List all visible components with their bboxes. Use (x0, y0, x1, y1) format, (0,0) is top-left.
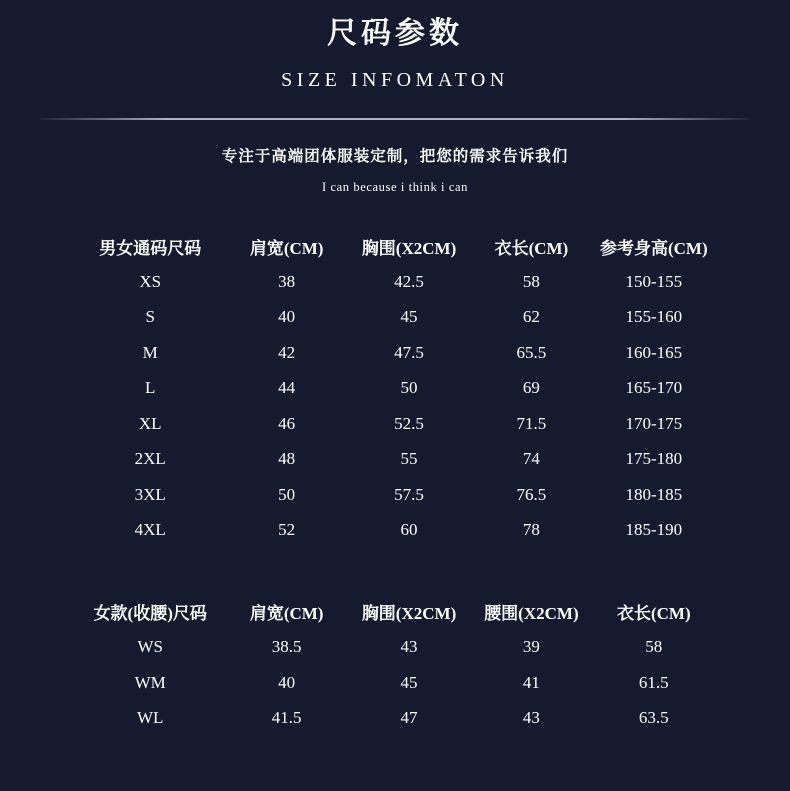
cell-height: 180-185 (625, 484, 683, 504)
cell-length: 62 (522, 307, 540, 327)
cell-shoulder: 52 (278, 520, 296, 540)
cell-bust: 55 (400, 449, 418, 469)
table-row (75, 701, 715, 737)
table-header-row (75, 594, 715, 630)
cell-bust: 45 (400, 672, 418, 692)
table-row (75, 406, 715, 442)
cell-height: 170-175 (625, 413, 683, 433)
cell-length: 58 (645, 637, 663, 657)
page-subtitle-en: SIZE INFOMATON (281, 68, 509, 91)
table-row (75, 442, 715, 478)
table-row (75, 264, 715, 300)
cell-height: 185-190 (625, 520, 683, 540)
table-row (75, 300, 715, 336)
cell-bust: 47 (400, 708, 418, 728)
cell-length: 61.5 (638, 672, 669, 692)
cell-height: 175-180 (625, 449, 683, 469)
cell-length: 63.5 (638, 708, 669, 728)
size-label: L (145, 378, 156, 398)
size-label: S (145, 307, 155, 327)
cell-shoulder: 41.5 (271, 708, 302, 728)
cell-length: 76.5 (516, 484, 547, 504)
cell-height: 165-170 (625, 378, 683, 398)
size-label: WL (137, 708, 164, 728)
table-row (75, 665, 715, 701)
column-header-height: 参考身高(CM) (599, 238, 708, 258)
cell-waist: 43 (522, 708, 540, 728)
table-row (75, 477, 715, 513)
column-header-shoulder: 肩宽(CM) (249, 604, 324, 624)
cell-bust: 52.5 (394, 413, 424, 433)
header-divider (40, 118, 750, 120)
size-label: WS (137, 637, 163, 657)
column-header-bust: 胸围(X2CM) (361, 604, 457, 624)
unisex-table-label: 男女通码尺码 (99, 238, 202, 258)
size-label: WM (134, 672, 166, 692)
tagline-en: I can because i think i can (321, 179, 468, 194)
cell-shoulder: 38 (278, 271, 296, 291)
cell-length: 58 (522, 271, 540, 291)
page-title: 尺码参数 (327, 16, 463, 51)
cell-length: 65.5 (516, 342, 547, 362)
unisex-size-table (75, 229, 715, 549)
women-table-label: 女款(收腰)尺码 (93, 604, 207, 624)
cell-bust: 42.5 (394, 271, 424, 291)
column-header-waist: 腰围(X2CM) (484, 604, 579, 624)
page-header (0, 0, 790, 92)
cell-length: 69 (522, 378, 540, 398)
table-row (75, 371, 715, 407)
cell-length: 78 (522, 520, 540, 540)
cell-shoulder: 40 (278, 307, 296, 327)
cell-height: 160-165 (625, 342, 683, 362)
column-header-length: 衣长(CM) (494, 238, 569, 258)
cell-length: 71.5 (516, 413, 547, 433)
size-label: 3XL (134, 484, 166, 504)
cell-waist: 41 (522, 672, 540, 692)
size-label: XS (139, 271, 162, 291)
cell-shoulder: 42 (278, 342, 296, 362)
cell-bust: 57.5 (394, 484, 424, 504)
cell-height: 155-160 (625, 307, 683, 327)
table-row (75, 630, 715, 666)
cell-length: 74 (522, 449, 540, 469)
cell-bust: 50 (400, 378, 418, 398)
size-label: 4XL (134, 520, 166, 540)
cell-shoulder: 46 (278, 413, 296, 433)
cell-shoulder: 38.5 (271, 637, 302, 657)
size-label: 2XL (134, 449, 166, 469)
column-header-bust: 胸围(X2CM) (361, 238, 457, 258)
tagline-cn: 专注于高端团体服装定制，把您的需求告诉我们 (221, 145, 569, 165)
size-label: M (142, 342, 158, 362)
women-size-table (75, 594, 715, 736)
cell-height: 150-155 (625, 271, 683, 291)
cell-bust: 43 (400, 637, 418, 657)
size-label: XL (138, 413, 162, 433)
cell-bust: 60 (400, 520, 418, 540)
table-row (75, 513, 715, 549)
cell-shoulder: 50 (278, 484, 296, 504)
column-header-shoulder: 肩宽(CM) (249, 238, 324, 258)
cell-shoulder: 48 (278, 449, 296, 469)
cell-shoulder: 44 (278, 378, 296, 398)
cell-bust: 45 (400, 307, 418, 327)
cell-shoulder: 40 (278, 672, 296, 692)
cell-bust: 47.5 (394, 342, 424, 362)
column-header-length: 衣长(CM) (616, 604, 691, 624)
table-row (75, 335, 715, 371)
table-header-row (75, 229, 715, 265)
cell-waist: 39 (522, 637, 540, 657)
